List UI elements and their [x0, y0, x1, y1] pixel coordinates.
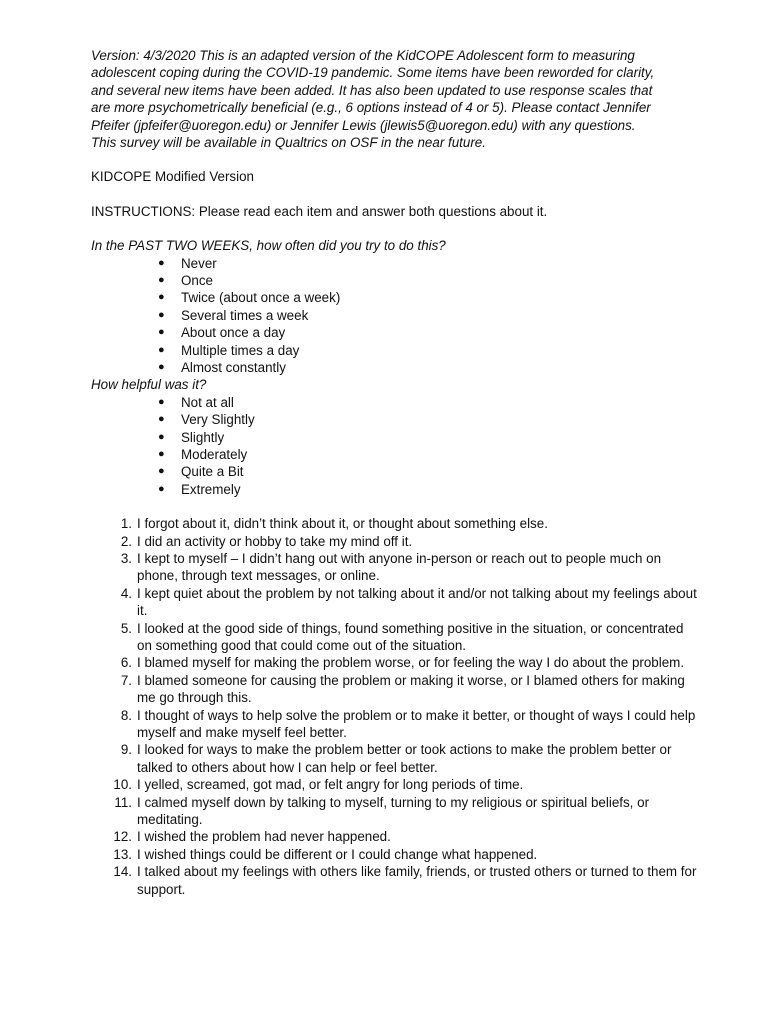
instructions: INSTRUCTIONS: Please read each item and answer both questions about it. — [91, 203, 548, 219]
item-text: I blamed myself for making the problem worse, or for feeling the way I do about the problem. — [137, 655, 685, 671]
item-number: 8. — [120, 707, 132, 723]
helpfulness-option: ● Quite a Bit — [158, 464, 244, 480]
bullet-icon: ● — [158, 343, 165, 356]
coping-item — [112, 672, 698, 707]
coping-item — [112, 741, 698, 776]
frequency-option: ● Twice (about once a week) — [158, 290, 341, 306]
item-text: I wished the problem had never happened. — [137, 829, 391, 845]
item-number: 7. — [120, 672, 132, 688]
bullet-icon: ● — [158, 308, 165, 321]
item-number: 1. — [120, 516, 132, 532]
coping-item — [112, 776, 698, 793]
helpfulness-options-list — [91, 394, 698, 498]
coping-item — [112, 533, 698, 550]
helpfulness-option: ● Very Slightly — [158, 412, 255, 428]
bullet-icon: ● — [158, 413, 165, 426]
version-note-line: This survey will be available in Qualtrics on OSF in the near future. — [91, 135, 486, 151]
version-note-line: adolescent coping during the COVID-19 pandemic. Some items have been reworded for clarity, — [91, 65, 655, 81]
item-text: I looked at the good side of things, found something positive in the situation, or concentrated on something good that could come out of the situation. — [137, 620, 684, 653]
coping-item — [112, 654, 698, 671]
item-text: I kept quiet about the problem by not talking about it and/or not talking about my feelings about it. — [137, 585, 697, 619]
item-text: I thought of ways to help solve the problem or to make it better, or thought of ways I could help myself and make myself feel better. — [137, 707, 696, 741]
helpfulness-option: ● Not at all — [158, 394, 234, 410]
version-note-line: Version: 4/3/2020 This is an adapted version of the KidCOPE Adolescent form to measuring — [91, 48, 635, 63]
item-text: I talked about my feelings with others like family, friends, or trusted others or turned to them for support. — [137, 864, 697, 897]
item-text: I forgot about it, didn’t think about it, or thought about something else. — [137, 516, 548, 532]
item-number: 10. — [113, 777, 132, 793]
bullet-icon: ● — [158, 430, 165, 443]
bullet-icon: ● — [158, 291, 165, 304]
item-number: 9. — [120, 742, 132, 758]
bullet-icon: ● — [158, 395, 165, 408]
item-number: 12. — [113, 829, 132, 845]
item-text: I wished things could be different or I could change what happened. — [137, 846, 538, 862]
coping-items-list — [91, 515, 698, 898]
coping-item — [112, 707, 698, 742]
bullet-icon: ● — [158, 465, 165, 478]
coping-item — [112, 863, 698, 898]
frequency-option: ● Once — [158, 273, 214, 289]
coping-item — [112, 828, 698, 845]
frequency-option: ● About once a day — [158, 325, 286, 341]
item-text: I did an activity or hobby to take my mind off it. — [137, 533, 413, 549]
version-note-line: and several new items have been added. It has also been updated to use response scales that — [91, 82, 653, 98]
item-text: I kept to myself – I didn’t hang out with anyone in-person or reach out to people much on phone, through text messages, or online. — [137, 550, 662, 584]
helpfulness-option: ● Slightly — [158, 429, 225, 445]
frequency-options-list — [91, 255, 698, 377]
item-number: 4. — [120, 585, 132, 601]
item-number: 13. — [113, 846, 132, 862]
item-text: I calmed myself down by talking to myself, turning to my religious or spiritual beliefs, or meditating. — [137, 794, 650, 828]
coping-item — [112, 794, 698, 829]
version-note — [91, 47, 698, 151]
coping-item — [112, 846, 698, 863]
bullet-icon: ● — [158, 482, 165, 495]
helpfulness-option: ● Extremely — [158, 481, 241, 497]
item-text: I looked for ways to make the problem better or took actions to make the problem better or talked to others about how I can help or feel better. — [137, 742, 672, 775]
bullet-icon: ● — [158, 361, 165, 373]
item-number: 5. — [120, 620, 132, 636]
helpfulness-question-heading: How helpful was it? — [91, 377, 207, 393]
coping-item — [112, 585, 698, 620]
frequency-option: ● Multiple times a day — [158, 342, 300, 358]
version-note-line: are more psychometrically beneficial (e.g., 6 options instead of 4 or 5). Please contact Jennifer — [91, 100, 651, 116]
helpfulness-option: ● Moderately — [158, 446, 248, 462]
coping-item — [112, 550, 698, 585]
coping-item — [112, 620, 698, 655]
document-title: KIDCOPE Modified Version — [91, 169, 254, 185]
item-number: 6. — [120, 655, 132, 671]
frequency-question-heading: In the PAST TWO WEEKS, how often did you try to do this? — [91, 238, 446, 254]
item-number: 2. — [120, 533, 132, 549]
bullet-icon: ● — [158, 326, 165, 339]
item-text: I yelled, screamed, got mad, or felt angry for long periods of time. — [137, 777, 524, 793]
frequency-option: ● Never — [158, 255, 217, 271]
coping-item — [112, 515, 698, 532]
item-number: 3. — [120, 550, 132, 566]
item-number: 14. — [113, 864, 132, 880]
bullet-icon: ● — [158, 447, 165, 460]
bullet-icon: ● — [158, 256, 165, 269]
version-note-line: Pfeifer (jpfeifer@uoregon.edu) or Jennifer Lewis (jlewis5@uoregon.edu) with any questions. — [91, 117, 636, 133]
item-text: I blamed someone for causing the problem or making it worse, or I blamed others for making me go through this. — [137, 672, 685, 706]
frequency-option: ● Almost constantly — [158, 360, 286, 375]
item-number: 11. — [114, 794, 132, 810]
frequency-option: ● Several times a week — [158, 307, 309, 323]
bullet-icon: ● — [158, 274, 165, 287]
